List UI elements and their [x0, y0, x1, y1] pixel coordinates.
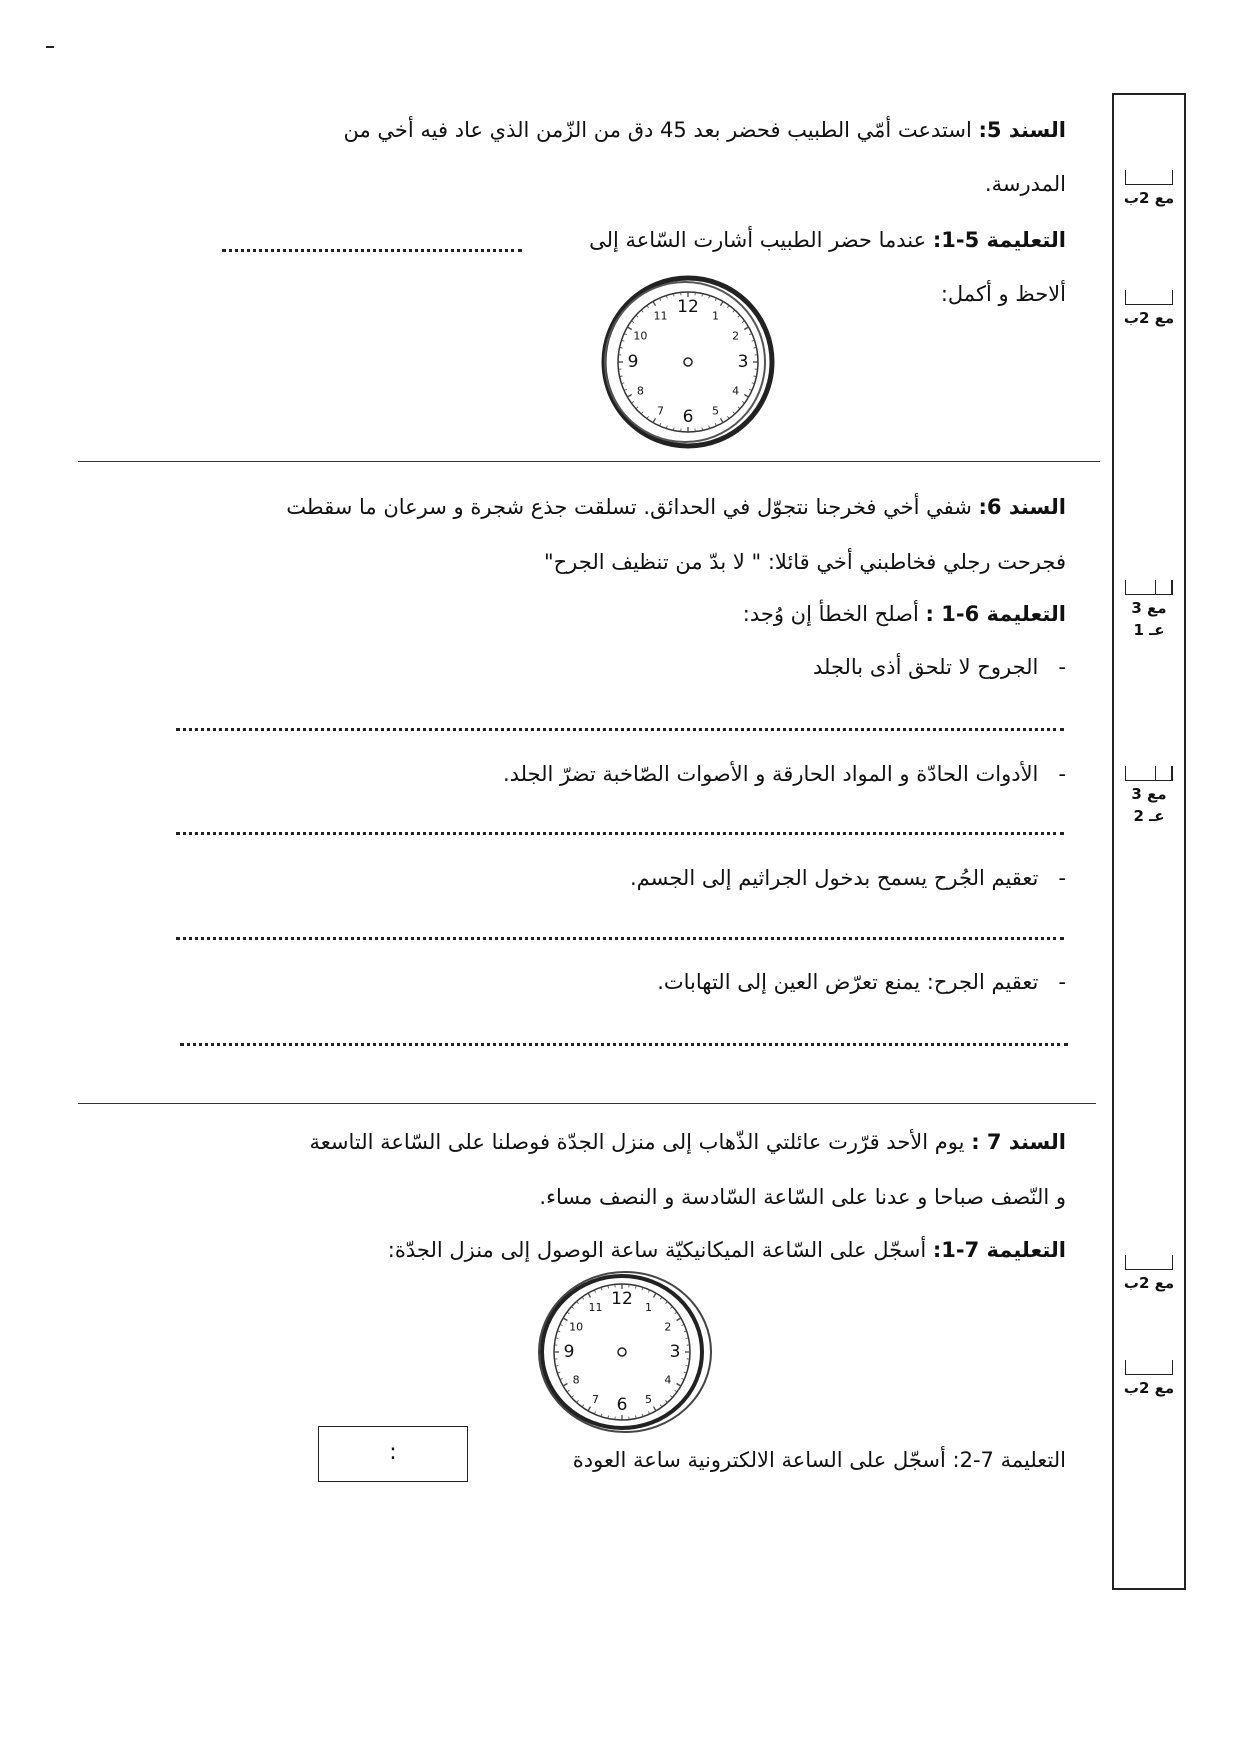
clock-tick [738, 407, 740, 409]
clock-tick [715, 423, 716, 426]
clock-tick [588, 1293, 591, 1297]
clock-tick [654, 1293, 657, 1297]
clock-number-11: 11 [588, 1301, 603, 1315]
clock-tick [648, 1411, 649, 1414]
clock-tick [738, 315, 740, 317]
clock-tick [665, 1301, 667, 1303]
clock-tick [654, 1407, 657, 1411]
clock-tick [744, 327, 748, 330]
clock-tick [571, 1395, 573, 1397]
clock-tick [624, 389, 627, 390]
s5-line1: السند 5: استدعت أمّي الطبيب فحضر بعد 45 دق من الزّمن الذي عاد فيه أخي من [343, 118, 1066, 142]
clock-tick [582, 1405, 584, 1407]
clock-tick [647, 305, 649, 307]
clock-tick [727, 305, 729, 307]
clock-tick [594, 1290, 595, 1293]
s6-item-4-answer[interactable] [180, 1043, 1068, 1046]
clock-number-3: 3 [669, 1342, 681, 1362]
clock-tick [631, 401, 633, 403]
mark-6-2: مع 3 عـ 2 [1121, 766, 1177, 827]
clock-tick [675, 1312, 677, 1314]
clock-number-4: 4 [664, 1373, 672, 1387]
clock-number-10: 10 [569, 1320, 584, 1334]
clock-number-12: 12 [677, 297, 699, 317]
clock-tick [563, 1384, 567, 1387]
s6-item-3-answer[interactable] [176, 937, 1064, 940]
clock-tick [636, 315, 638, 317]
s6-line2: فجرحت رجلي فخاطبني أخي قائلا: " لا بدّ من تنظيف الجرح" [543, 550, 1066, 574]
mark-7-2: مع 2ب [1121, 1360, 1177, 1399]
clock-tick [721, 418, 724, 422]
clock-tick [594, 1411, 595, 1414]
clock-tick [576, 1301, 578, 1303]
s7-task2: التعليمة 7-2: أسجّل على الساعة الالكترونية ساعة العودة [572, 1448, 1066, 1472]
s6-item-3: - تعقيم الجُرح يسمح بدخول الجراثيم إلى الجسم. [629, 866, 1066, 890]
digital-clock-box[interactable] [318, 1426, 468, 1482]
clock-tick [647, 416, 649, 418]
clock-tick [681, 1378, 684, 1379]
clock-tick [567, 1312, 569, 1314]
clock-tick [627, 327, 631, 330]
corner-dash [46, 46, 54, 48]
clock-number-2: 2 [664, 1320, 672, 1334]
clock-number-3: 3 [737, 352, 749, 372]
clock-number-6: 6 [616, 1395, 628, 1415]
s5-observe: ألاحظ و أكمل: [940, 282, 1066, 306]
clock-tick [631, 321, 633, 323]
divider-2 [78, 1103, 1096, 1104]
clock-tick [660, 1297, 662, 1299]
divider-1 [78, 461, 1100, 462]
s6-item-2: - الأدوات الحادّة و المواد الحارقة و الأصوات الصّاخبة تضرّ الجلد. [502, 762, 1066, 786]
clock-number-11: 11 [653, 309, 668, 323]
mark-5-2: مع 2ب [1121, 290, 1177, 329]
clock-tick [727, 416, 729, 418]
clock-number-10: 10 [633, 329, 648, 343]
clock-tick [560, 1378, 563, 1379]
clock-number-7: 7 [657, 404, 664, 418]
s7-line1: السند 7 : يوم الأحد قرّرت عائلتي الذّهاب إلى منزل الجدّة فوصلنا على السّاعة التاسعة [309, 1130, 1066, 1154]
clock-tick [641, 412, 643, 414]
clock-tick [563, 1318, 567, 1321]
clock-2-center [618, 1348, 626, 1356]
clock-tick [660, 1405, 662, 1407]
s6-item-2-answer[interactable] [176, 832, 1064, 835]
clock-number-12: 12 [611, 1289, 633, 1309]
clock-tick [648, 1290, 649, 1293]
digital-clock-separator: : [389, 1440, 397, 1465]
clock-tick [670, 1306, 672, 1308]
clock-tick [636, 407, 638, 409]
clock-tick [560, 1324, 563, 1325]
s6-line1: السند 6: شفي أخي فخرجنا نتجوّل في الحدائق. تسلقت جذع شجرة و سرعان ما سقطت [286, 495, 1066, 519]
clock-tick [681, 1324, 684, 1325]
clock-number-5: 5 [645, 1392, 652, 1406]
clock-tick [721, 301, 724, 305]
mark-6-1: مع 3 عـ 1 [1121, 580, 1177, 641]
clock-tick [677, 1384, 681, 1387]
clock-number-9: 9 [627, 352, 639, 372]
clock-tick [627, 395, 631, 398]
clock-tick [665, 1400, 667, 1402]
clock-tick [742, 321, 744, 323]
s6-item-4: - تعقيم الجرح: يمنع تعرّض العين إلى التهابات. [657, 970, 1066, 994]
s6-task: التعليمة 6-1 : أصلح الخطأ إن وُجد: [742, 602, 1066, 626]
clock-tick [733, 310, 735, 312]
clock-tick [567, 1390, 569, 1392]
clock-number-1: 1 [645, 1301, 652, 1315]
clock-tick [571, 1306, 573, 1308]
clock-tick [675, 1390, 677, 1392]
clock-tick [733, 412, 735, 414]
clock-face-1[interactable] [593, 275, 783, 450]
clock-number-1: 1 [712, 309, 719, 323]
clock-number-4: 4 [732, 384, 740, 398]
clock-tick [670, 1395, 672, 1397]
s6-item-1-answer[interactable] [176, 728, 1064, 731]
clock-number-7: 7 [592, 1392, 599, 1406]
s7-line2: و النّصف صباحا و عدنا على السّاعة السّادسة و النصف مساء. [539, 1185, 1066, 1209]
clock-number-2: 2 [732, 329, 740, 343]
clock-tick [744, 395, 748, 398]
clock-tick [660, 298, 661, 301]
clock-tick [653, 418, 656, 422]
clock-face-2[interactable] [530, 1270, 720, 1435]
clock-tick [749, 389, 752, 390]
clock-tick [742, 401, 744, 403]
clock-tick [576, 1400, 578, 1402]
clock-tick [588, 1407, 591, 1411]
clock-tick [749, 334, 752, 335]
clock-tick [677, 1318, 681, 1321]
clock-tick [624, 334, 627, 335]
clock-number-6: 6 [682, 407, 694, 427]
clock-number-9: 9 [563, 1342, 575, 1362]
s6-item-1: - الجروح لا تلحق أذى بالجلد [812, 655, 1066, 679]
s5-line2: المدرسة. [984, 172, 1066, 196]
s5-answer-dots[interactable] [222, 249, 522, 252]
clock-tick [660, 423, 661, 426]
mark-5-1: مع 2ب [1121, 170, 1177, 209]
clock-number-8: 8 [572, 1373, 580, 1387]
s7-task1: التعليمة 7-1: أسجّل على السّاعة الميكانيكيّة ساعة الوصول إلى منزل الجدّة: [387, 1238, 1066, 1262]
clock-number-5: 5 [712, 404, 719, 418]
clock-tick [582, 1297, 584, 1299]
clock-number-8: 8 [636, 384, 644, 398]
clock-tick [715, 298, 716, 301]
s5-task: التعليمة 5-1: عندما حضر الطبيب أشارت السّاعة إلى [589, 228, 1066, 252]
clock-1-center [684, 358, 692, 366]
clock-tick [641, 310, 643, 312]
mark-7-1: مع 2ب [1121, 1255, 1177, 1294]
clock-tick [653, 301, 656, 305]
